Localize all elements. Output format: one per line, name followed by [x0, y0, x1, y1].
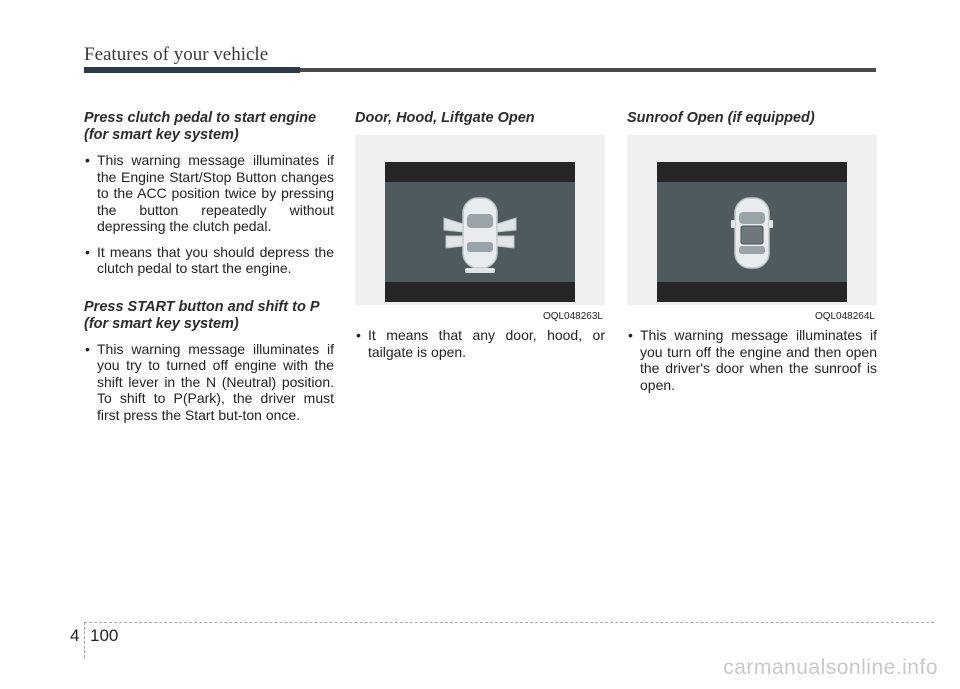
bullet-list-door-open [355, 327, 605, 360]
section-heading-door-open: Door, Hood, Liftgate Open [355, 110, 535, 126]
section-heading-start-button: Press START button and shift to P (for smart key system) [84, 298, 319, 332]
page-header-title: Features of your vehicle [84, 44, 269, 65]
list-item: • It means that any door, hood, or tailgate is open. [356, 327, 605, 360]
sunroof-open-figure [627, 135, 877, 322]
car-doors-open-icon [430, 190, 530, 274]
watermark: carmanualsonline.info [723, 656, 938, 679]
bullet-icon: • [628, 327, 633, 343]
door-open-figure [355, 135, 605, 322]
column-left [84, 110, 334, 445]
bullet-list-sunroof [627, 327, 877, 393]
bullet-icon: • [356, 327, 361, 343]
header-rule [84, 68, 876, 72]
bullet-list-clutch [84, 152, 334, 277]
page-number: 100 [90, 626, 119, 645]
list-item: • It means that you should depress the clutch pedal to start the engine. [85, 243, 334, 276]
cluster-display [385, 162, 575, 302]
list-item: • This warning message illuminates if the Engine Start/Stop Button changes to the ACC position twice by pressing the button repeatedly without depressing the clutch pedal. [85, 152, 334, 234]
header-rule-accent [84, 67, 300, 73]
section-heading-clutch: Press clutch pedal to start engine (for smart key system) [84, 110, 317, 143]
column-middle [355, 110, 605, 382]
cluster-display [657, 162, 847, 302]
column-right [627, 110, 877, 415]
bullet-icon: • [85, 340, 90, 357]
car-sunroof-open-icon [702, 190, 802, 274]
bullet-icon: • [85, 152, 90, 168]
figure-code: OQL048264L [814, 311, 875, 322]
bullet-icon: • [85, 243, 90, 260]
bullet-list-start-button [84, 341, 334, 424]
list-item: • This warning message illuminates if you turn off the engine and then open the driver's door when the sunroof is open. [628, 327, 877, 393]
list-item: • This warning message illuminates if you try to turned off engine with the shift lever in the N (Neutral) position. To shift to P(Park), the driver must first press the Start but-ton once. [85, 340, 334, 423]
footer-rule [84, 622, 934, 623]
chapter-number: 4 [70, 626, 80, 645]
footer-separator [84, 622, 86, 658]
section-heading-sunroof: Sunroof Open (if equipped) [627, 110, 815, 126]
figure-code: OQL048263L [542, 311, 603, 322]
